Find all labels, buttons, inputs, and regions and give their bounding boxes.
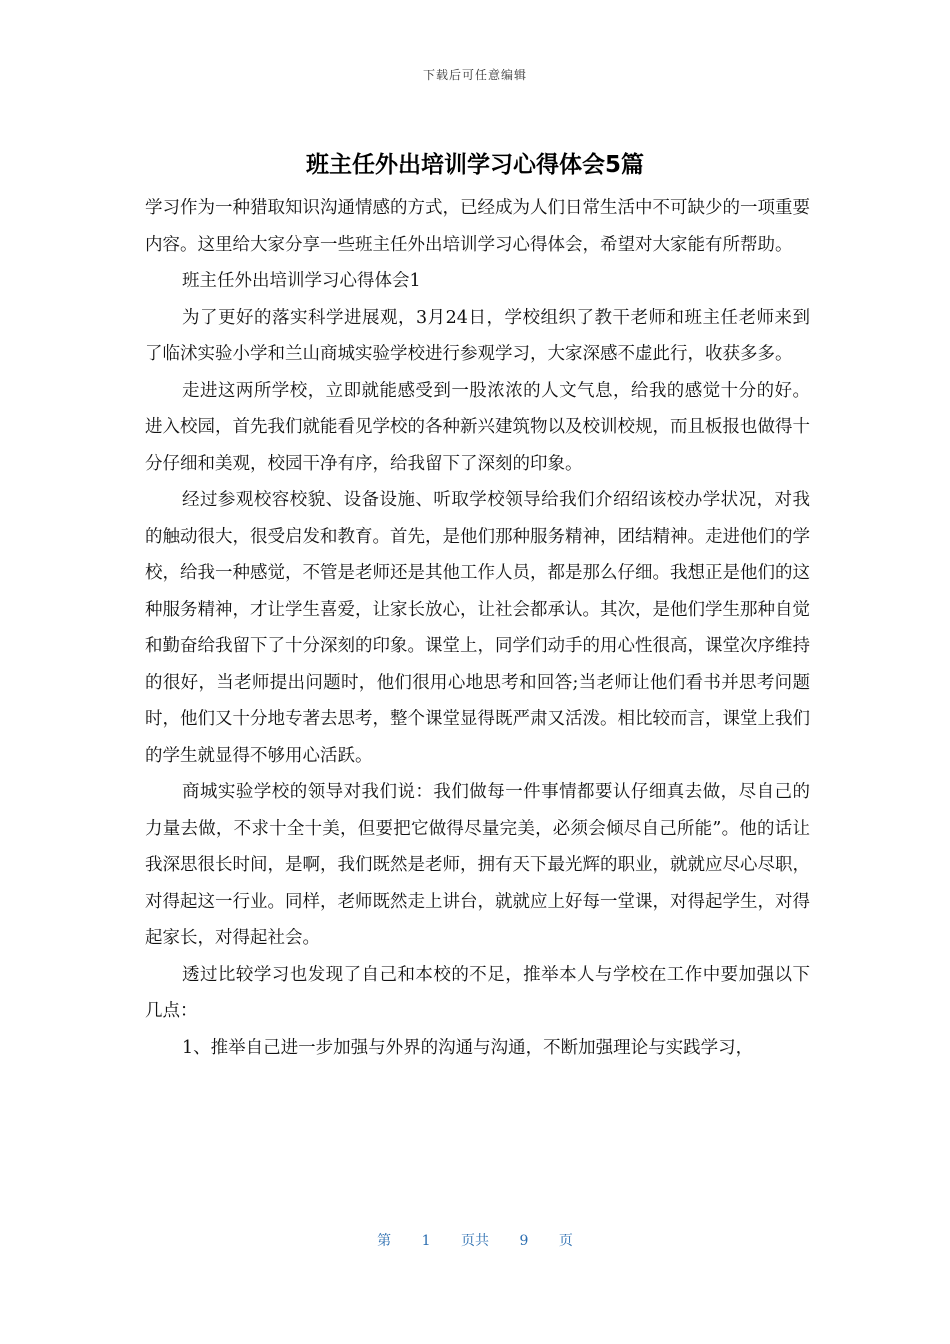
- paragraph: 为了更好的落实科学进展观，3月24日，学校组织了教干老师和班主任老师来到了临沭实验小学和兰山商城实验学校进行参观学习，大家深感不虚此行，收获多多。: [145, 307, 810, 364]
- document-title: 班主任外出培训学习心得体会5篇: [305, 152, 644, 178]
- paragraph: 商城实验学校的领导对我们说：我们做每一件事情都要认仔细真去做，尽自己的力量去做，不求十全十美，但要把它做得尽量完美，必须会倾尽自己所能”。他的话让我深思很长时间，是啊，我们既然是老师，拥有天下最光辉的职业，就就应尽心尽职，对得起这一行业。同样，老师既然走上讲台，就就应上好每一堂课，对得起学生，对得起家长，对得起社会。: [145, 782, 810, 948]
- list-item: 1、推举自己进一步加强与外界的沟通与沟通，不断加强理论与实践学习，: [182, 1037, 754, 1058]
- page-label: 第: [377, 1233, 392, 1249]
- paragraph: 经过参观校容校貌、设备设施、听取学校领导给我们介绍绍该校办学状况，对我的触动很大，很受启发和教育。首先，是他们那种服务精神，团结精神。走进他们的学校，给我一种感觉，不管是老师还是其他工作人员，都是那么仔细。我想正是他们的这种服务精神，才让学生喜爱，让家长放心，让社会都承认。其次，是他们学生那种自觉和勤奋给我留下了十分深刻的印象。课堂上，同学们动手的用心性很高，课堂次序维持的很好，当老师提出问题时，他们很用心地思考和回答;当老师让他们看书并思考问题时，他们又十分地专著去思考，整个课堂显得既严肃又活泼。相比较而言，课堂上我们的学生就显得不够用心活跃。: [145, 490, 810, 766]
- paragraph: 走进这两所学校，立即就能感受到一股浓浓的人文气息，给我的感觉十分的好。进入校园，首先我们就能看见学校的各种新兴建筑物以及校训校规，而且板报也做得十分仔细和美观，校园干净有序，给我留下了深刻的印象。: [145, 380, 810, 474]
- page-footer: [0, 1230, 950, 1250]
- paragraph-intro: 学习作为一种猎取知识沟通情感的方式，已经成为人们日常生活中不可缺少的一项重要内容。这里给大家分享一些班主任外出培训学习心得体会，希望对大家能有所帮助。: [145, 198, 810, 255]
- header-note: 下载后可任意编辑: [422, 68, 527, 82]
- paragraph: 透过比较学习也发现了自己和本校的不足，推举本人与学校在工作中要加强以下几点：: [145, 964, 810, 1021]
- page-suffix-label: 页: [558, 1233, 573, 1249]
- document-body: [145, 190, 810, 1066]
- total-pages-number: 9: [519, 1233, 529, 1249]
- current-page-number: 1: [421, 1233, 431, 1249]
- section-heading: 班主任外出培训学习心得体会1: [182, 271, 421, 291]
- page-of-label: 页共: [461, 1233, 489, 1249]
